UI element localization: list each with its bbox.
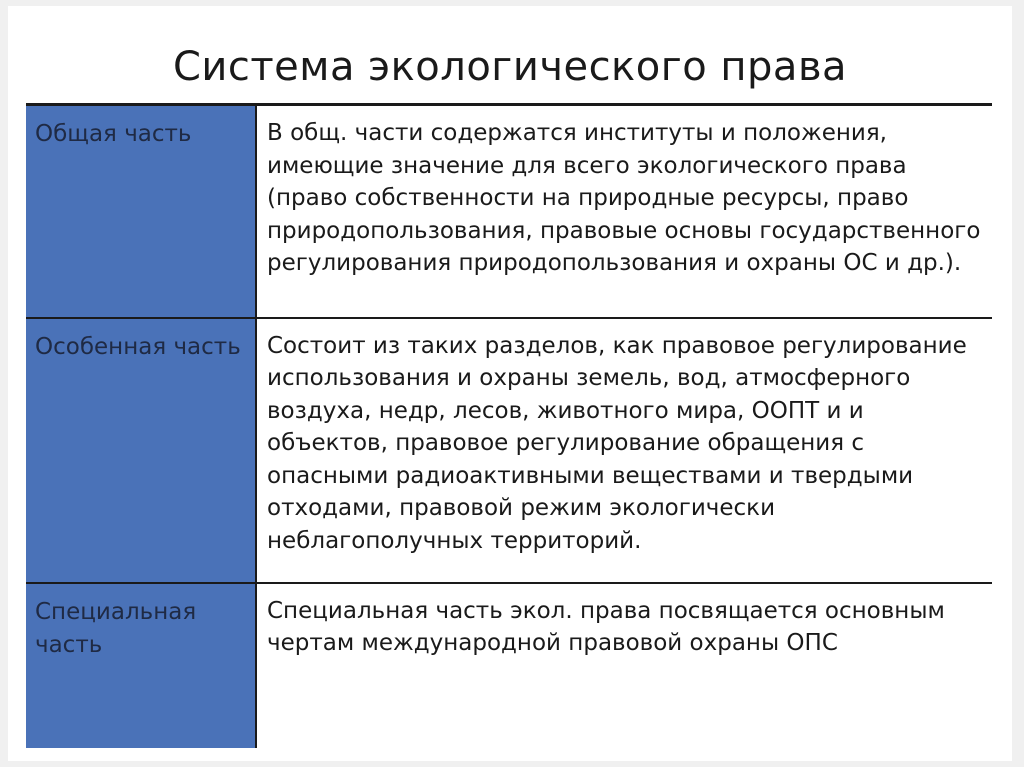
law-system-table (26, 103, 992, 748)
row-text-special: Состоит из таких разделов, как правовое регулирование использования и охраны земель, вод, атмосферного воздуха, недр, лесов, животного мира, ООПТ и и объектов, правовое регулирование обращения с опасными радиоактивными веществами и твердыми отходами, правовой режим экологически неблагополучных территорий. (256, 318, 992, 583)
slide (8, 6, 1012, 761)
row-text-specialized: Специальная часть экол. права посвящается основным чертам международной правовой охраны ОПС (267, 597, 945, 656)
page-title: Система экологического права (172, 44, 848, 90)
row-text-general: В общ. части содержатся институты и положения, имеющие значение для всего экологического права (право собственности на природные ресурсы, право природопользования, правовые основы государственного регулирования природопользования и охраны ОС и др.). (256, 105, 992, 318)
row-label-special: Особенная часть (26, 318, 256, 583)
row-label-general: Общая часть (26, 105, 256, 318)
table-row (26, 583, 992, 748)
table-row (26, 105, 992, 318)
row-label-specialized: Специальная часть (26, 583, 256, 748)
table-row (26, 318, 992, 583)
